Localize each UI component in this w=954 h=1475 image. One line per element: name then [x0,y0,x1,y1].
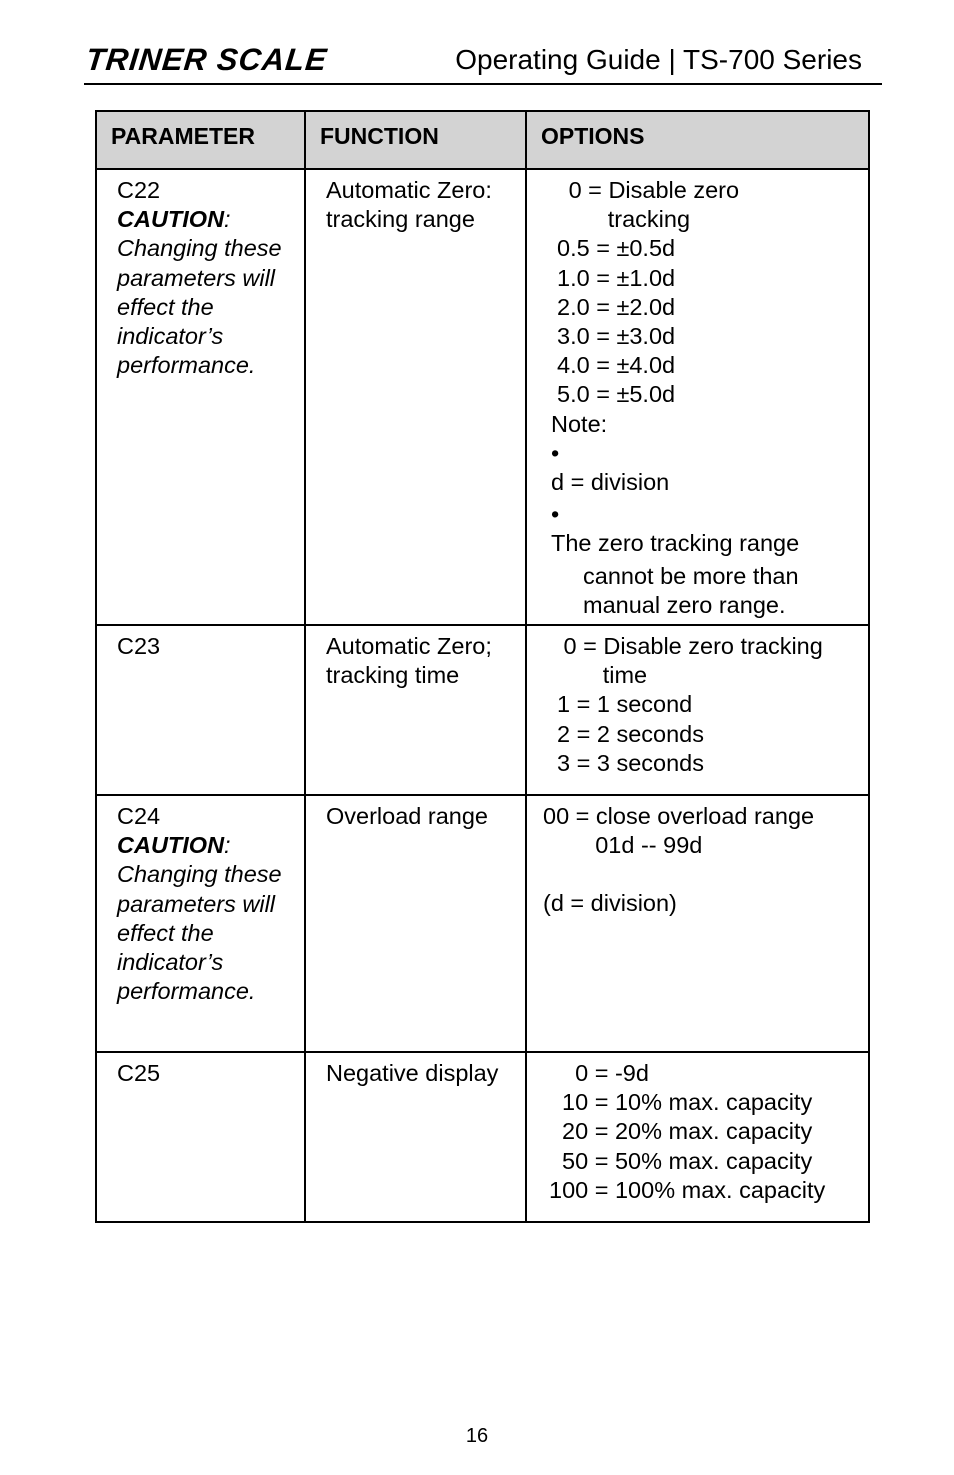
note-text: The zero tracking range [551,530,800,557]
parameter-code: C24 [117,803,161,830]
option-line: 100 = 100% max. capacity [549,1176,826,1203]
table-row [96,169,869,625]
note-label: Note: [551,410,608,437]
option-line: 10 = 10% max. capacity [549,1089,813,1116]
parameter-table [95,110,870,1223]
table-header-row [96,111,869,169]
parameter-cell [96,625,305,795]
option-line: 0 = -9d [549,1060,649,1087]
brand-logo: TRINER SCALE [84,42,329,77]
parameter-cell [96,169,305,625]
option-line: 20 = 20% max. capacity [549,1118,813,1145]
option-line: 4.0 = ±4.0d [557,352,676,379]
parameter-code: C22 [117,177,161,203]
option-line: tracking [549,206,691,233]
option-line: 0 = Disable zero [549,177,740,203]
note-continuation: cannot be more than [583,562,799,589]
options-cell [526,1052,869,1222]
option-line: time [557,662,648,689]
parameter-code: C23 [117,633,161,660]
function-cell: Automatic Zero; tracking time [305,625,526,795]
table-row [96,795,869,1052]
option-line: 2 = 2 seconds [557,720,704,747]
caution-colon: : [224,206,231,233]
caution-text: Changing these parameters will effect the indicator’s performance. [117,861,282,1005]
option-line: (d = division) [543,890,677,917]
bullet-icon: • [551,439,560,466]
option-line: 0 = Disable zero tracking [557,633,823,660]
header-divider [84,83,882,85]
function-cell: Automatic Zero: tracking range [305,169,526,625]
option-line: 0.5 = ±0.5d [557,235,676,262]
parameter-cell [96,795,305,1052]
caution-colon: : [224,832,231,859]
option-line: 00 = close overload range [543,803,815,830]
option-line: 1 = 1 second [557,691,693,718]
guide-title: Operating Guide | TS-700 Series [455,44,862,75]
option-line [543,860,858,889]
page-header [84,40,882,84]
option-line: 2.0 = ±2.0d [557,293,676,320]
function-cell: Negative display [305,1052,526,1222]
bullet-icon: • [551,501,560,528]
function-cell: Overload range [305,795,526,1052]
note-bullet [549,439,858,497]
column-header-parameter: PARAMETER [96,111,305,169]
option-line: 01d -- 99d [543,832,703,859]
page-number: 16 [465,1425,489,1447]
option-line: 3 = 3 seconds [557,749,704,776]
option-line: 50 = 50% max. capacity [549,1147,813,1174]
parameter-cell [96,1052,305,1222]
options-cell [526,625,869,795]
note-text: d = division [551,469,670,496]
caution-text: Changing these parameters will effect the indicator’s performance. [117,235,282,379]
note-bullet [549,500,858,558]
column-header-options: OPTIONS [526,111,869,169]
caution-note [117,205,294,380]
option-line: 3.0 = ±3.0d [557,323,676,350]
table-row [96,1052,869,1222]
option-line: 1.0 = ±1.0d [557,264,676,291]
caution-note [117,831,294,1006]
note-continuation: manual zero range. [583,591,786,618]
options-cell [526,169,869,625]
parameter-code: C25 [117,1060,161,1087]
column-header-function: FUNCTION [305,111,526,169]
caution-label: CAUTION [117,206,225,233]
options-cell [526,795,869,1052]
table-row [96,625,869,795]
option-line: 5.0 = ±5.0d [557,381,676,408]
caution-label: CAUTION [117,832,225,859]
